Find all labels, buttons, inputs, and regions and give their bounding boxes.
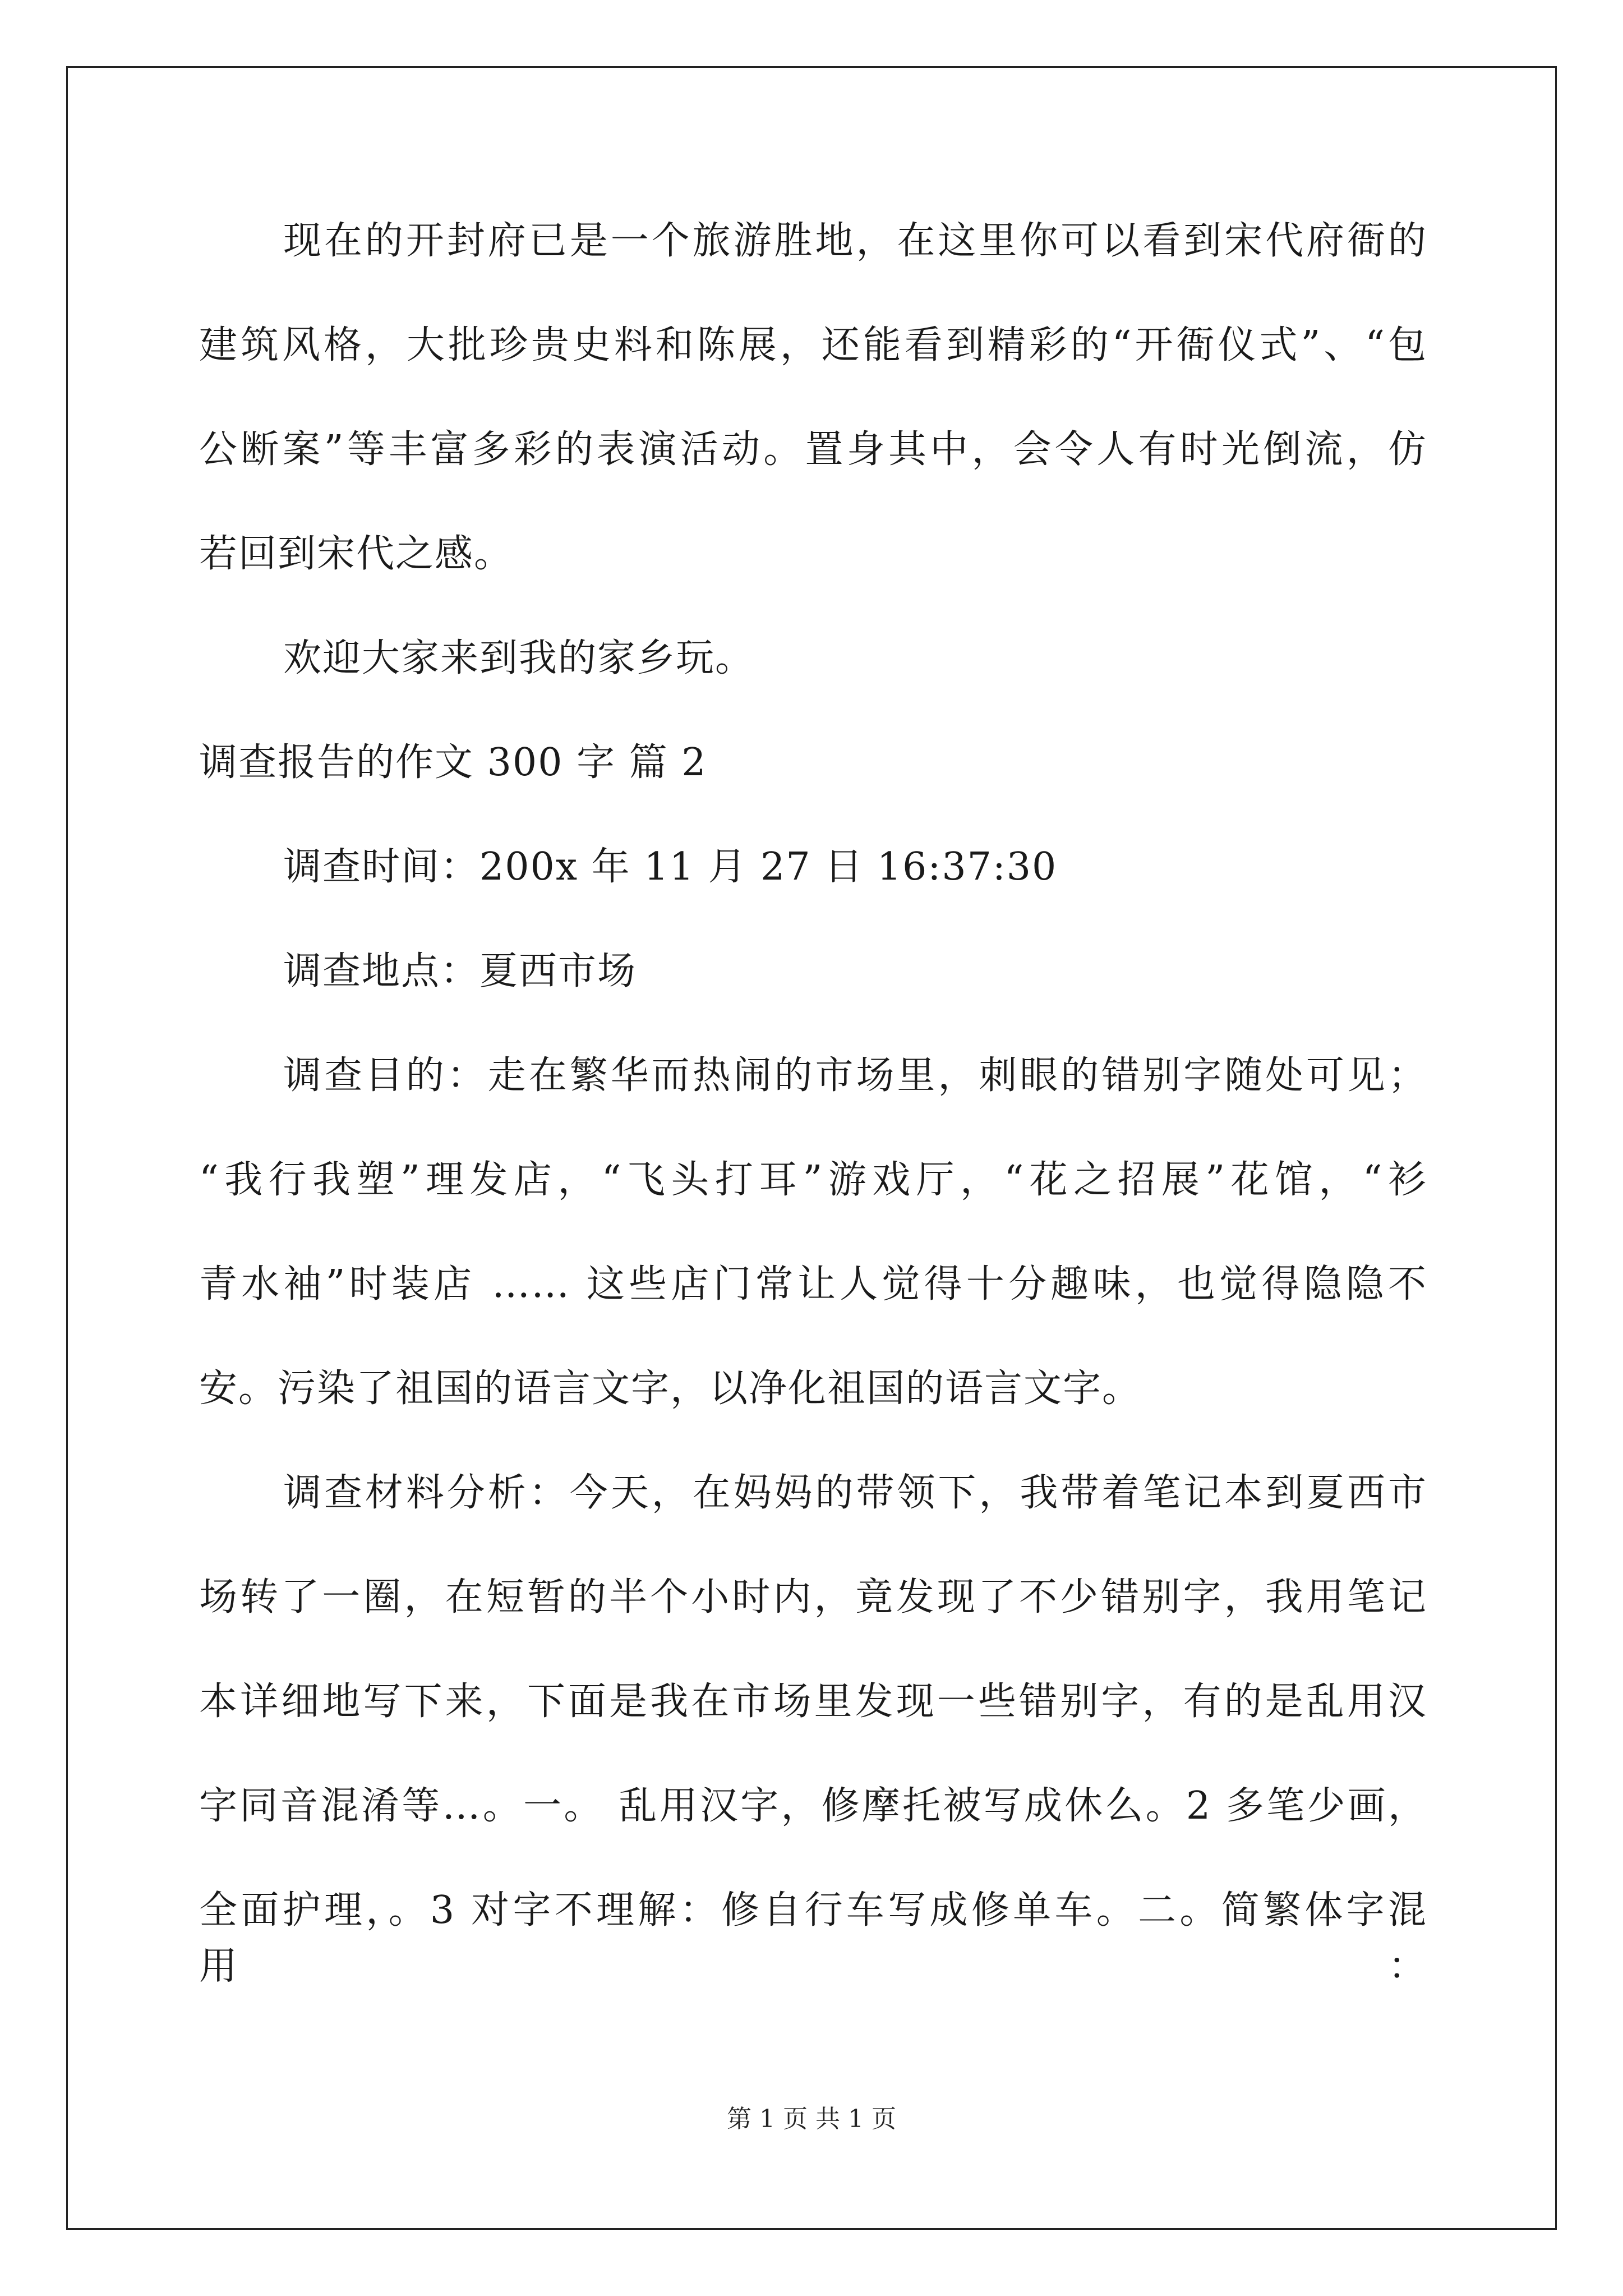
paragraph-line: 现在的开封府已是一个旅游胜地，在这里你可以看到宋代府衙的 (283, 219, 1427, 263)
section-heading: 调查报告的作文 300 字 篇 2 (199, 740, 707, 785)
paragraph-line: 调查时间：200x 年 11 月 27 日 16:37:30 (283, 845, 1058, 889)
paragraph-line: 若回到宋代之感。 (199, 532, 514, 576)
paragraph-line: “我行我塑”理发店，“飞头打耳”游戏厅，“花之招展”花馆，“衫 (199, 1158, 1427, 1202)
paragraph-line: 公断案”等丰富多彩的表演活动。置身其中，会令人有时光倒流，仿 (199, 427, 1427, 472)
paragraph-line: 字同音混淆等…。一。 乱用汉字，修摩托被写成休么。2 多笔少画， (199, 1784, 1427, 1828)
paragraph-line: 调查目的：走在繁华而热闹的市场里，刺眼的错别字随处可见； (283, 1053, 1427, 1098)
page-footer: 第 1 页 共 1 页 (727, 2105, 896, 2133)
document-body (199, 213, 1427, 1987)
paragraph-line: 青水袖”时装店 …… 这些店门常让人觉得十分趣味，也觉得隐隐不 (199, 1262, 1427, 1306)
paragraph-line: 欢迎大家来到我的家乡玩。 (283, 636, 755, 680)
paragraph-line: 全面护理，。3 对字不理解：修自行车写成修单车。二。简繁体字混用： (199, 1888, 1427, 1989)
paragraph-line: 安。污染了祖国的语言文字，以净化祖国的语言文字。 (199, 1366, 1142, 1411)
paragraph-line: 本详细地写下来，下面是我在市场里发现一些错别字，有的是乱用汉 (199, 1680, 1427, 1724)
paragraph-line: 建筑风格，大批珍贵史料和陈展，还能看到精彩的“开衙仪式”、“包 (199, 323, 1427, 367)
paragraph-line: 调查材料分析：今天，在妈妈的带领下，我带着笔记本到夏西市 (283, 1471, 1427, 1515)
paragraph-line: 场转了一圈，在短暂的半个小时内，竟发现了不少错别字，我用笔记 (199, 1575, 1427, 1619)
paragraph-line: 调查地点：夏西市场 (283, 949, 637, 993)
